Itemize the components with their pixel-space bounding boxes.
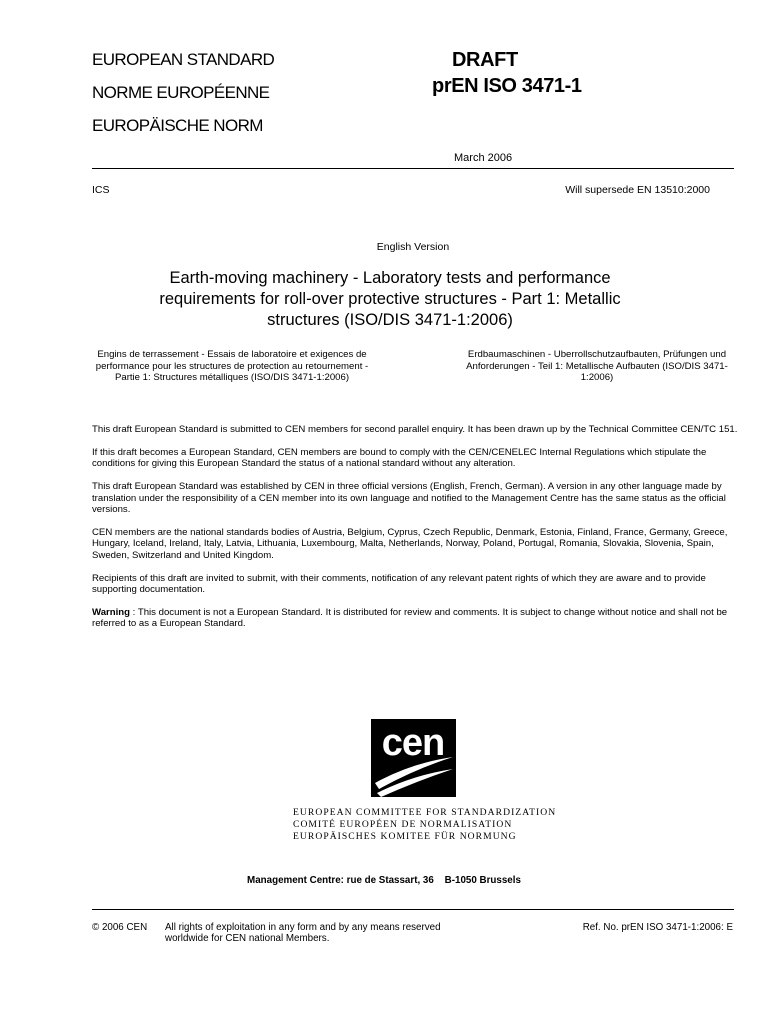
warning-text: : This document is not a European Standard. It is distributed for review and comments. It is subject to change without notice and shall not be referred to as a European Standard.: [92, 606, 728, 630]
rights-line-1: All rights of exploitation in any form and by any means reserved: [165, 922, 441, 933]
body-text: [92, 424, 742, 641]
committee-name-fr: COMITÉ EUROPÉEN DE NORMALISATION: [293, 819, 513, 830]
supersedes-note: Will supersede EN 13510:2000: [565, 184, 710, 196]
document-number: prEN ISO 3471-1: [432, 75, 582, 97]
ics-label: ICS: [92, 184, 110, 196]
standard-title-fr: NORME EUROPÉENNE: [92, 83, 270, 102]
rights-line-2: worldwide for CEN national Members.: [165, 933, 330, 944]
committee-name-de: EUROPÄISCHES KOMITEE FÜR NORMUNG: [293, 831, 517, 842]
german-title: Erdbaumaschinen - Uberrollschutzaufbauten, Prüfungen und Anforderungen - Teil 1: Metallische Aufbauten (ISO/DIS 3471-1:2006): [466, 349, 728, 383]
paragraph-members: CEN members are the national standards bodies of Austria, Belgium, Cyprus, Czech Republic, Denmark, Estonia, Finland, France, Germany, Greece, Hungary, Iceland, Ireland, Italy, Latvia, Lithuania, Luxembourg, Malta, Netherlands, Norway, Poland, Portugal, Romania, Slovakia, Slovenia, Spain, Sweden, Switzerland and United Kingdom.: [92, 526, 728, 561]
footer-divider: [92, 909, 734, 910]
cen-logo: [371, 719, 456, 797]
language-version: English Version: [376, 241, 450, 253]
reference-number: Ref. No. prEN ISO 3471-1:2006: E: [582, 922, 733, 933]
committee-name-en: EUROPEAN COMMITTEE FOR STANDARDIZATION: [293, 807, 557, 818]
paragraph-versions: This draft European Standard was established by CEN in three official versions (English, French, German). A version in any other language made by translation under the responsibility of a CEN member into its own language and notified to the Management Centre has the same status as the official versions.: [92, 481, 726, 516]
committee-names: [293, 807, 556, 843]
standard-title-en: EUROPEAN STANDARD: [92, 50, 275, 69]
french-title: Engins de terrassement - Essais de laboratoire et exigences de performance pour les structures de protection au retournement - Partie 1: Structures métalliques (ISO/DIS 3471-1:2006): [95, 349, 369, 383]
management-centre-address: Management Centre: rue de Stassart, 36 B-1050 Brussels: [247, 875, 521, 886]
copyright: © 2006 CEN: [92, 922, 148, 933]
paragraph-compliance: If this draft becomes a European Standard, CEN members are bound to comply with the CEN/CENELEC Internal Regulations which stipulate the conditions for giving this European Standard the status of a national standard without any alteration.: [92, 446, 707, 470]
paragraph-warning: [92, 607, 742, 630]
paragraph-patents: Recipients of this draft are invited to submit, with their comments, notification of any relevant patent rights of which they are aware and to provide supporting documentation.: [92, 572, 706, 596]
cen-logo-graphic: [371, 719, 456, 797]
cen-logo-text: cen: [381, 722, 445, 764]
document-title: Earth-moving machinery - Laboratory tests and performance requirements for roll-over protective structures - Part 1: Metallic structures (ISO/DIS 3471-1:2006): [159, 269, 621, 329]
draft-label: DRAFT: [452, 49, 518, 71]
header-divider: [92, 168, 734, 169]
warning-label: Warning: [92, 606, 131, 618]
standard-title-de: EUROPÄISCHE NORM: [92, 116, 263, 135]
paragraph-enquiry: This draft European Standard is submitted to CEN members for second parallel enquiry. It has been drawn up by the Technical Committee CEN/TC 151.: [92, 424, 738, 435]
publication-date: March 2006: [454, 152, 513, 164]
